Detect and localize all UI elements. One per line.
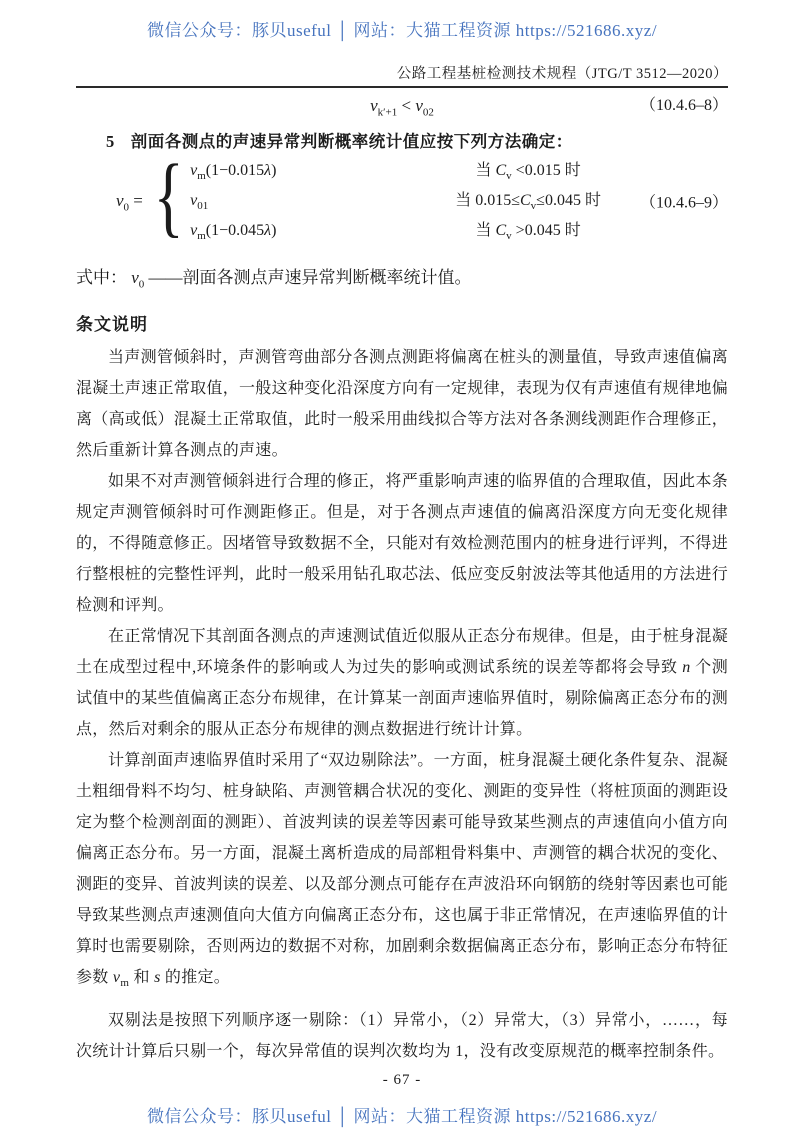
- watermark-footer: 微信公众号：豚贝useful │ 网站：大猫工程资源 https://521686.xyz/: [146, 1107, 658, 1126]
- case-condition: 当 $0.015\le C_v\le 0.045$ 时: [455, 192, 601, 213]
- case-expression: $v_m(1-0.015\lambda)$: [190, 162, 277, 183]
- case-condition: 当 $C_v <0.015$ 时: [475, 162, 581, 183]
- clause-number: 5: [106, 132, 115, 151]
- case-row: [190, 156, 654, 186]
- equation-lhs: $v_0$ =: [116, 191, 143, 214]
- equation-number: （10.4.6–9）: [639, 194, 728, 212]
- case-row: [190, 216, 654, 246]
- watermark-header: 微信公众号：豚贝useful │ 网站：大猫工程资源 https://521686.xyz/: [146, 21, 658, 40]
- cases-brace: {: [153, 147, 184, 246]
- var-n: n: [682, 659, 691, 676]
- var-s: s: [154, 969, 161, 986]
- commentary-heading: 条文说明: [76, 315, 148, 334]
- commentary-paragraph-3: 在正常情况下其剖面各测点的声速测试值近似服从正态分布规律。但是，由于桩身混凝土在成型过程中,环境条件的影响或人为过失的影响或测试系统的误差等都将会导致 n 个测试值中的某些值偏离正态分布规律，在计算某一剖面声速临界值时，剔除偏离正态分布的测点，然后对剩余的服从正态分布规律的测点数据进行统计计算。: [76, 628, 729, 738]
- doc-title: 公路工程基桩检测技术规程（JTG/T 3512—2020）: [396, 66, 728, 82]
- formula-vk1-lt-v02: $v_{k'+1} < v_{02}$: [370, 96, 434, 119]
- header-rule: [76, 86, 728, 88]
- equation-10-4-6-9: [116, 147, 728, 248]
- page-number: - 67 -: [382, 1072, 422, 1088]
- case-row: [190, 186, 654, 216]
- clause-text: 剖面各测点的声速异常判断概率统计值应按下列方法确定：: [130, 132, 573, 151]
- commentary-paragraph-5: 双剔法是按照下列顺序逐一剔除：（1）异常小，（2）异常大，（3）异常小，……，每次统计计算后只剔一个，每次异常值的误判次数均为 1，没有改变原规范的概率控制条件。: [76, 1012, 728, 1060]
- commentary-paragraph-4: 计算剖面声速临界值时采用了“双边剔除法”。一方面，桩身混凝土硬化条件复杂、混凝土粗细骨料不均匀、桩身缺陷、声测管耦合状况的变化、测距的变异性（将桩顶面的测距设定为整个检测剖面的测距）、首波判读的误差等因素可能导致某些测点的声速值向小值方向偏离正态分布。另一方面，混凝土离析造成的局部粗骨料集中、声测管的耦合状况的变化、测距的变异、首波判读的误差、以及部分测点可能存在声波沿环向钢筋的绕射等因素也可能导致某些测点声速测值向大值方向偏离正态分布，这也属于非正常情况，在声速临界值的计算时也需要剔除，否则两边的数据不对称，加剧剩余数据偏离正态分布，影响正态分布特征参数 $v_m$ 和 s 的推定。: [76, 752, 729, 990]
- case-expression: $v_m(1-0.045\lambda)$: [190, 222, 277, 243]
- where-clause: 式中： $v_0$ ——剖面各测点声速异常判断概率统计值。: [76, 268, 472, 291]
- cases-rows: [190, 156, 654, 246]
- where-text: 剖面各测点声速异常判断概率统计值。: [182, 268, 472, 287]
- commentary-paragraph-2: 如果不对声测管倾斜进行合理的修正，将严重影响声速的临界值的合理取值，因此本条规定声测管倾斜时可作测距修正。但是，对于各测点声速值的偏离沿深度方向无变化规律的，不得随意修正。因堵管导致数据不全，只能对有效检测范围内的桩身进行评判，不得进行整根桩的完整性评判，此时一般采用钻孔取芯法、低应变反射波法等其他适用的方法进行检测和评判。: [76, 473, 729, 614]
- equation-number: （10.4.6–8）: [639, 97, 728, 114]
- running-head: [76, 62, 728, 88]
- case-condition: 当 $C_v >0.045$ 时: [475, 222, 581, 243]
- var-vm: v: [112, 969, 121, 986]
- case-expression: $v_{01}$: [190, 192, 209, 213]
- commentary-paragraph-1: 当声测管倾斜时，声测管弯曲部分各测点测距将偏离在桩头的测量值，导致声速值偏离混凝土声速正常取值，一般这种变化沿深度方向有一定规律，表现为仅有声速值有规律地偏离（高或低）混凝土正常取值，此时一般采用曲线拟合等方法对各条测线测距作合理修正，然后重新计算各测点的声速。: [76, 349, 729, 459]
- equation-10-4-6-8: [76, 93, 728, 119]
